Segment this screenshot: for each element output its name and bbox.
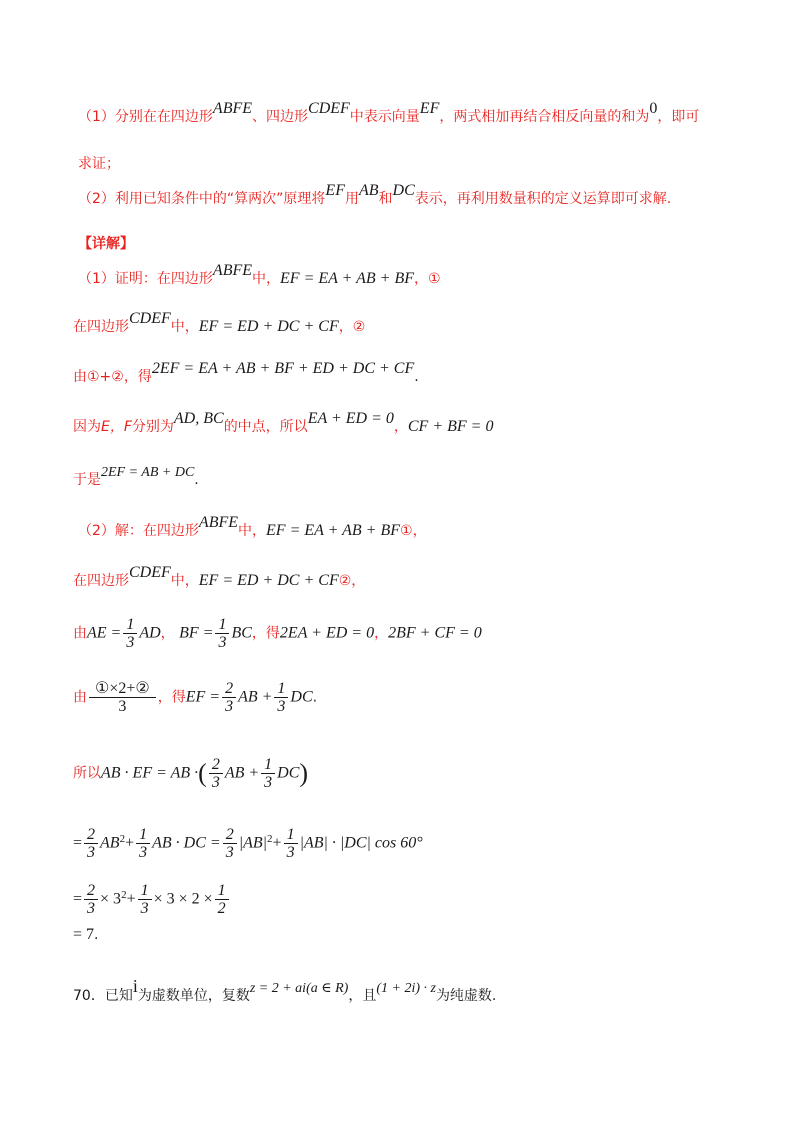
numerator: 2	[84, 826, 98, 844]
denominator: 3	[140, 900, 149, 917]
vector-ef: EF =	[185, 688, 221, 706]
text: .	[194, 472, 199, 488]
product: × 3 × 2 ×	[153, 890, 213, 908]
vector-ad: AD	[139, 624, 161, 642]
text: .	[94, 927, 99, 943]
times-three: × 3	[100, 890, 122, 908]
text: ，①	[414, 271, 441, 287]
text: ，且	[348, 988, 377, 1004]
numerator: ①×2+②	[89, 680, 156, 698]
text: （1）分别在在四边形	[78, 109, 213, 125]
product-expression: (1 + 2i) · z	[376, 981, 436, 996]
proof-line-1	[78, 262, 441, 288]
numerator: 1	[261, 756, 275, 774]
text: ，	[374, 625, 389, 642]
denominator: 3	[264, 774, 273, 791]
fraction-one-half	[215, 882, 229, 917]
text: 所以	[73, 765, 101, 782]
text: 在四边形	[73, 573, 129, 589]
equation: EF = EA + AB + BF	[280, 270, 415, 287]
denominator: 3	[218, 634, 227, 651]
text: 表示，再利用数量积的定义运算即可求解.	[414, 191, 672, 207]
denominator: 3	[286, 844, 295, 861]
fraction-combination	[89, 680, 156, 715]
plus: +	[125, 834, 135, 852]
paren-right: )	[299, 758, 309, 788]
vector-ae: AE =	[87, 624, 122, 642]
text: 中表示向量	[349, 109, 420, 125]
denominator: 3	[139, 844, 148, 861]
text: 因为	[73, 419, 101, 435]
fraction-one-third	[136, 826, 150, 861]
denominator: 3	[118, 698, 127, 715]
vector-ef: EF	[325, 182, 345, 199]
fraction-one-third	[261, 756, 275, 791]
analysis-line-2	[78, 153, 120, 173]
solution-line-2	[73, 564, 366, 590]
segments: AD, BC	[173, 410, 224, 427]
text: 为纯虚数.	[435, 988, 497, 1004]
equals: =	[73, 890, 83, 908]
dot-product: AB · EF = AB ·	[101, 764, 199, 782]
denominator: 3	[225, 698, 234, 715]
fraction-two-thirds	[84, 882, 98, 917]
denominator: 3	[87, 844, 96, 861]
fraction-two-thirds	[84, 826, 98, 861]
text: ，	[160, 625, 175, 642]
text: （2）利用已知条件中的“算两次”原理将	[78, 191, 326, 207]
equation: 2EA + ED = 0	[279, 624, 375, 642]
quad-cdef: CDEF	[308, 100, 350, 117]
denominator: 3	[211, 774, 220, 791]
text: ，得	[157, 689, 186, 706]
text: 、四边形	[252, 109, 309, 125]
numerator: 1	[284, 826, 298, 844]
analysis-line-3	[78, 182, 672, 208]
text: 求证；	[78, 156, 120, 172]
text: .	[414, 369, 419, 385]
numerator: 2	[223, 826, 237, 844]
question-number: 70．已知	[73, 988, 133, 1004]
plus: +	[126, 890, 136, 908]
solution-line-4	[73, 680, 317, 715]
vector-ab: AB	[358, 182, 379, 199]
solution-line-1	[78, 514, 427, 540]
text: ，②	[338, 319, 366, 335]
numerator: 1	[123, 616, 137, 634]
text: （2）解：在四边形	[78, 523, 199, 539]
exponent: 2	[267, 832, 273, 845]
result: = 7	[73, 926, 95, 943]
quad-abfe: ABFE	[212, 100, 253, 117]
text: ②，	[338, 573, 366, 589]
quad-abfe: ABFE	[212, 262, 253, 279]
text: 用	[344, 191, 359, 207]
solution-result	[73, 926, 98, 944]
analysis-line-1	[78, 100, 700, 126]
vector-bc: BC	[231, 624, 252, 642]
proof-line-4	[73, 410, 494, 436]
solution-line-5	[73, 756, 308, 791]
text: 中，	[238, 523, 267, 539]
paren-left: (	[198, 758, 207, 788]
points-ef: E，F	[101, 419, 132, 435]
quad-cdef: CDEF	[129, 310, 171, 327]
text: 于是	[73, 472, 101, 488]
exponent: 2	[121, 888, 127, 901]
text: 分别为	[131, 419, 174, 435]
dot-product: AB · DC =	[152, 834, 221, 852]
equation: EF = ED + DC + CF	[198, 572, 339, 589]
text: ，即可	[657, 109, 700, 125]
text: 中，	[252, 271, 281, 287]
complex-number: z = 2 + ai(a ∈ R)	[249, 981, 349, 996]
text: ，两式相加再结合相反向量的和为	[439, 109, 650, 125]
imaginary-unit: i	[132, 976, 138, 996]
solution-line-6	[73, 826, 423, 861]
fraction-two-thirds	[222, 680, 236, 715]
denominator: 3	[277, 698, 286, 715]
text: ，得	[251, 625, 280, 642]
fraction-one-third	[284, 826, 298, 861]
denominator: 3	[126, 634, 135, 651]
fraction-one-third	[123, 616, 137, 651]
solution-line-7	[73, 882, 231, 917]
numerator: 1	[274, 680, 288, 698]
question-70	[73, 976, 497, 1005]
denominator: 3	[87, 900, 96, 917]
equation: EA + ED = 0	[307, 410, 394, 427]
text: .	[312, 689, 318, 706]
vector-bf: BF =	[179, 624, 214, 642]
numerator: 1	[215, 882, 229, 900]
vector-dc: DC	[392, 182, 415, 199]
text: 由	[73, 625, 87, 642]
proof-line-5	[73, 465, 199, 489]
vector-ab: AB +	[224, 764, 260, 782]
text: 和	[378, 191, 393, 207]
exponent: 2	[119, 832, 126, 845]
equation: CF + BF = 0	[407, 418, 494, 435]
text: 为虚数单位，复数	[137, 988, 250, 1004]
norm-product: |AB| · |DC| cos 60°	[299, 834, 423, 852]
numerator: 2	[209, 756, 223, 774]
vector-dc: DC	[290, 688, 313, 706]
quad-abfe: ABFE	[198, 514, 239, 531]
numerator: 2	[84, 882, 98, 900]
numerator: 1	[136, 826, 150, 844]
plus: +	[272, 834, 282, 852]
norm-ab: |AB|	[238, 834, 268, 852]
equation: 2BF + CF = 0	[388, 624, 482, 642]
text: 由①+②，得	[73, 369, 152, 385]
equation: EF = ED + DC + CF	[198, 318, 339, 335]
fraction-two-thirds	[209, 756, 223, 791]
fraction-one-third	[138, 882, 152, 917]
equals: =	[73, 834, 83, 852]
vector-ab: AB	[100, 834, 120, 852]
equation: 2EF = EA + AB + BF + ED + DC + CF	[151, 360, 415, 377]
numerator: 1	[215, 616, 229, 634]
text: 由	[73, 689, 87, 706]
vector-ab: AB +	[238, 688, 273, 706]
proof-line-2	[73, 310, 366, 336]
denominator: 3	[225, 844, 234, 861]
text: 中，	[170, 573, 199, 589]
equation: EF = EA + AB + BF	[266, 522, 401, 539]
fraction-two-thirds	[223, 826, 237, 861]
text: 【详解】	[78, 236, 134, 252]
text: 在四边形	[73, 319, 129, 335]
text: 的中点，所以	[223, 419, 308, 435]
text: ，	[393, 419, 408, 435]
text: ①，	[400, 523, 427, 539]
zero: 0	[649, 100, 658, 117]
equation: 2EF = AB + DC	[101, 465, 195, 480]
vector-ef: EF	[419, 100, 440, 117]
numerator: 2	[222, 680, 236, 698]
text: 中，	[170, 319, 199, 335]
text: （1）证明：在四边形	[78, 271, 213, 287]
proof-line-3	[73, 360, 419, 386]
quad-cdef: CDEF	[129, 564, 171, 581]
fraction-one-third	[215, 616, 229, 651]
vector-dc: DC	[277, 764, 300, 782]
detail-header	[78, 233, 134, 253]
numerator: 1	[138, 882, 152, 900]
solution-line-3	[73, 616, 482, 651]
denominator: 2	[217, 900, 226, 917]
fraction-one-third	[274, 680, 288, 715]
